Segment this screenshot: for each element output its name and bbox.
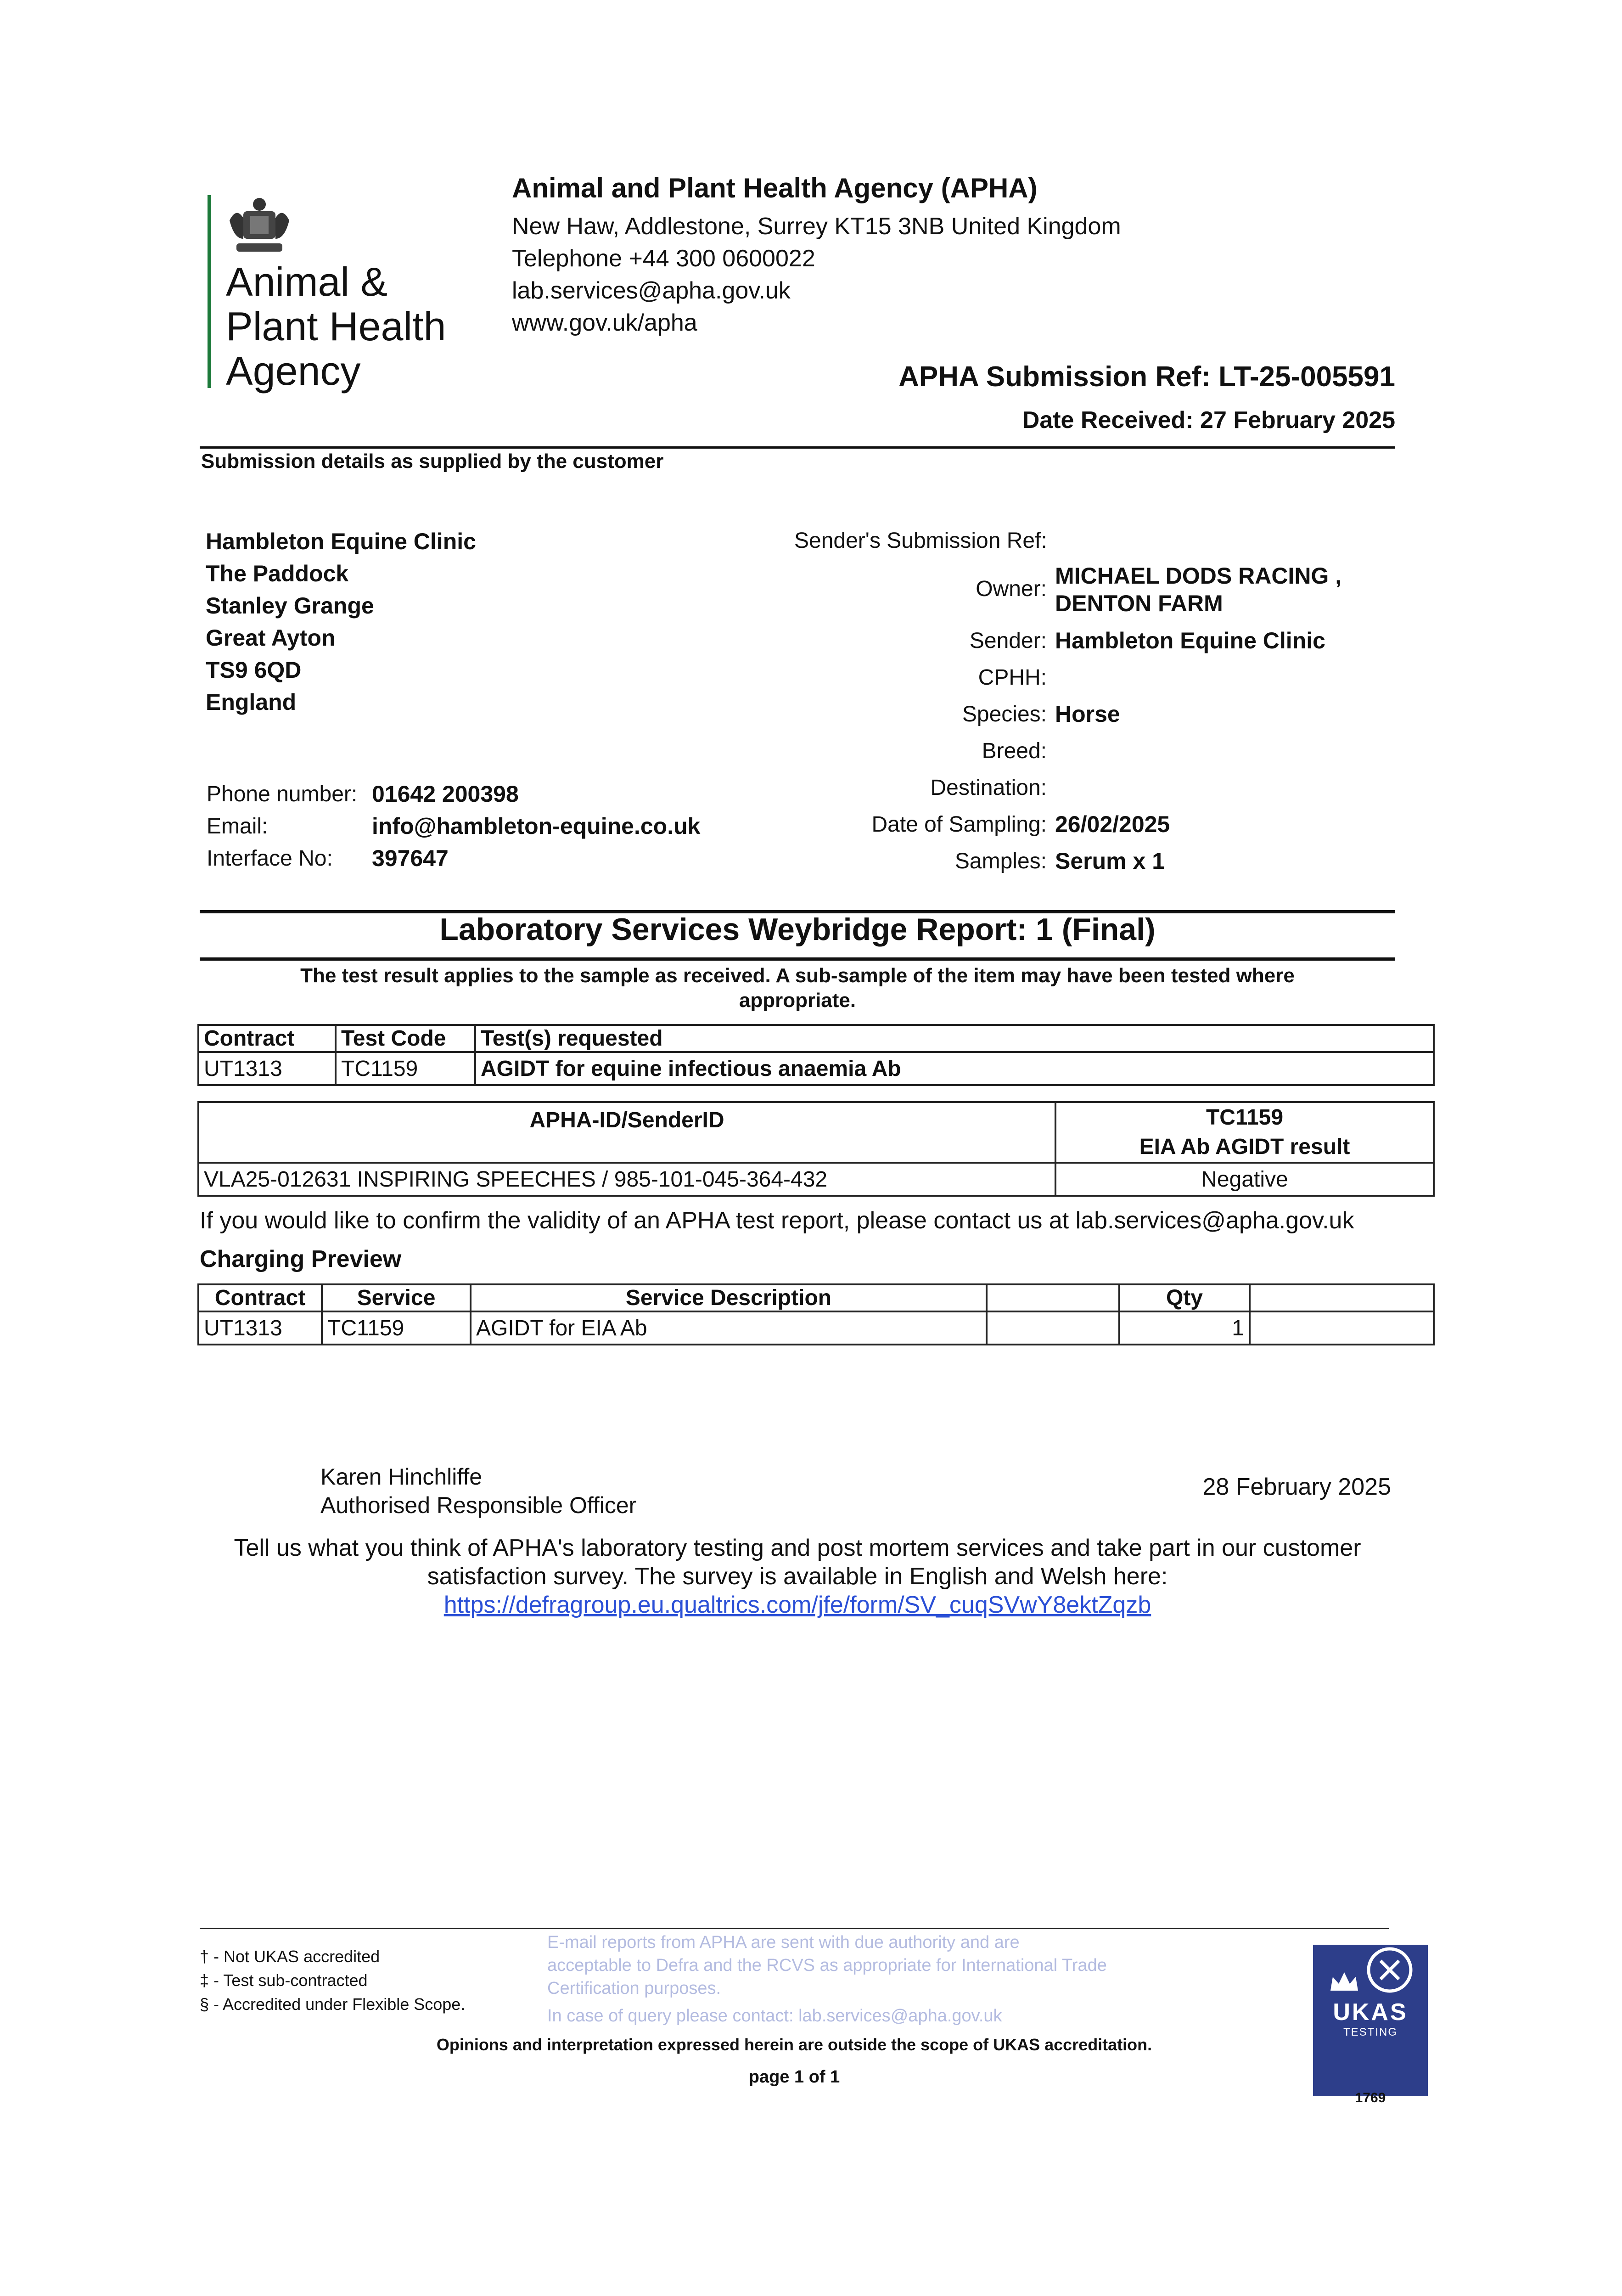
col-header: Service Description <box>471 1284 987 1311</box>
interface-value: 397647 <box>372 845 449 871</box>
submission-ref: APHA Submission Ref: LT-25-005591 <box>898 361 1395 393</box>
result-header-line: EIA Ab AGIDT result <box>1139 1135 1350 1159</box>
footer-note: In case of query please contact: lab.services@apha.gov.uk <box>547 2006 1002 2026</box>
date-sampling-value: 26/02/2025 <box>1055 811 1170 837</box>
species-label: Species: <box>962 702 1047 726</box>
survey-text <box>200 1534 1395 1619</box>
ukas-emblem-icon <box>1364 1945 1415 1995</box>
report-note <box>246 963 1349 1013</box>
logo-text-line: Plant Health <box>226 304 446 349</box>
date-received: Date Received: 27 February 2025 <box>1022 407 1395 433</box>
results-table <box>197 1101 1435 1197</box>
logo-accent-bar <box>208 195 211 388</box>
agency-email[interactable]: lab.services@apha.gov.uk <box>512 277 791 304</box>
owner-label: Owner: <box>976 577 1047 601</box>
legend-item: § - Accredited under Flexible Scope. <box>200 1995 466 2014</box>
table-cell: AGIDT for EIA Ab <box>471 1311 987 1345</box>
table-cell: TC1159 <box>322 1311 471 1345</box>
table-cell: UT1313 <box>198 1311 322 1345</box>
charging-table <box>197 1283 1435 1345</box>
agency-website[interactable]: www.gov.uk/apha <box>512 310 697 336</box>
logo-text-line: Animal & <box>226 259 388 304</box>
col-header <box>987 1284 1119 1311</box>
col-header: Qty <box>1119 1284 1250 1311</box>
address-line: Stanley Grange <box>206 593 374 619</box>
signatory-role: Authorised Responsible Officer <box>320 1492 637 1518</box>
table-cell: UT1313 <box>198 1052 336 1085</box>
agency-telephone: Telephone +44 300 0600022 <box>512 245 815 272</box>
ukas-sub: TESTING <box>1343 2026 1398 2038</box>
address-line: The Paddock <box>206 561 349 586</box>
col-header: Test Code <box>336 1025 475 1052</box>
legend-item: ‡ - Test sub-contracted <box>200 1971 368 1990</box>
tests-table <box>197 1024 1435 1086</box>
col-header: Contract <box>198 1284 322 1311</box>
address-line: Hambleton Equine Clinic <box>206 529 476 554</box>
footer-divider <box>200 1928 1389 1929</box>
report-note-line: The test result applies to the sample as received. A sub-sample of the item may have been tested where <box>300 964 1295 987</box>
address-line: TS9 6QD <box>206 657 302 683</box>
col-header: Contract <box>198 1025 336 1052</box>
ukas-badge <box>1313 1945 1428 2096</box>
senders-ref-label: Sender's Submission Ref: <box>794 529 1047 553</box>
report-title: Laboratory Services Weybridge Report: 1 (Final) <box>439 912 1156 947</box>
ukas-name: UKAS <box>1333 1999 1408 2026</box>
royal-crest-icon <box>225 193 294 257</box>
report-note-line: appropriate. <box>739 989 856 1012</box>
signature-date: 28 February 2025 <box>1202 1474 1391 1500</box>
email-value: info@hambleton-equine.co.uk <box>372 813 701 839</box>
samples-label: Samples: <box>954 849 1047 873</box>
confirm-validity-text: If you would like to confirm the validity of an APHA test report, please contact us at lab.services@apha.gov.uk <box>200 1207 1354 1234</box>
logo-text-line: Agency <box>226 348 361 394</box>
table-cell: AGIDT for equine infectious anaemia Ab <box>475 1052 1434 1085</box>
species-value: Horse <box>1055 701 1120 727</box>
agency-name: Animal and Plant Health Agency (APHA) <box>512 173 1038 203</box>
owner-value-line2: DENTON FARM <box>1055 591 1223 616</box>
cphh-label: CPHH: <box>978 665 1047 690</box>
col-header <box>1055 1102 1434 1163</box>
footer-note: E-mail reports from APHA are sent with due authority and are <box>547 1933 1020 1952</box>
sender-value: Hambleton Equine Clinic <box>1055 628 1325 653</box>
survey-line: satisfaction survey. The survey is available in English and Welsh here: <box>427 1563 1168 1590</box>
address-line: Great Ayton <box>206 625 336 651</box>
address-line: England <box>206 689 297 715</box>
result-value: Negative <box>1055 1163 1434 1196</box>
owner-value-line1: MICHAEL DODS RACING , <box>1055 563 1342 589</box>
phone-label: Phone number: <box>207 782 358 806</box>
table-cell: TC1159 <box>336 1052 475 1085</box>
page-number: page 1 of 1 <box>748 2067 840 2087</box>
breed-label: Breed: <box>982 739 1047 763</box>
footer-note: Certification purposes. <box>547 1979 721 1998</box>
ukas-number: 1769 <box>1355 2090 1386 2105</box>
destination-label: Destination: <box>930 776 1047 800</box>
samples-value: Serum x 1 <box>1055 848 1165 874</box>
table-cell <box>1250 1311 1434 1345</box>
table-cell: VLA25-012631 INSPIRING SPEECHES / 985-101-045-364-432 <box>198 1163 1055 1196</box>
col-header: Test(s) requested <box>475 1025 1434 1052</box>
sender-label: Sender: <box>969 629 1047 653</box>
opinions-disclaimer: Opinions and interpretation expressed herein are outside the scope of UKAS accreditation. <box>436 2035 1152 2054</box>
col-header: APHA-ID/SenderID <box>198 1102 1055 1163</box>
signatory <box>320 1463 636 1519</box>
result-header-line: TC1159 <box>1206 1105 1284 1130</box>
interface-label: Interface No: <box>207 846 333 871</box>
col-header: Service <box>322 1284 471 1311</box>
table-cell: 1 <box>1119 1311 1250 1345</box>
submission-details-heading: Submission details as supplied by the customer <box>201 450 664 473</box>
divider <box>200 446 1395 449</box>
charging-preview-title: Charging Preview <box>200 1246 402 1272</box>
phone-value: 01642 200398 <box>372 781 519 807</box>
survey-link[interactable]: https://defragroup.eu.qualtrics.com/jfe/form/SV_cuqSVwY8ektZqzb <box>443 1592 1151 1618</box>
agency-address: New Haw, Addlestone, Surrey KT15 3NB United Kingdom <box>512 213 1121 240</box>
legend-item: † - Not UKAS accredited <box>200 1947 380 1966</box>
col-header <box>1250 1284 1434 1311</box>
signatory-name: Karen Hinchliffe <box>320 1464 483 1490</box>
table-cell <box>987 1311 1119 1345</box>
email-label: Email: <box>207 814 268 838</box>
divider <box>200 957 1395 961</box>
survey-line: Tell us what you think of APHA's laboratory testing and post mortem services and take part in our customer <box>234 1535 1361 1561</box>
date-sampling-label: Date of Sampling: <box>871 812 1047 837</box>
crown-icon <box>1326 1968 1363 1995</box>
footer-note: acceptable to Defra and the RCVS as appropriate for International Trade <box>547 1956 1107 1975</box>
